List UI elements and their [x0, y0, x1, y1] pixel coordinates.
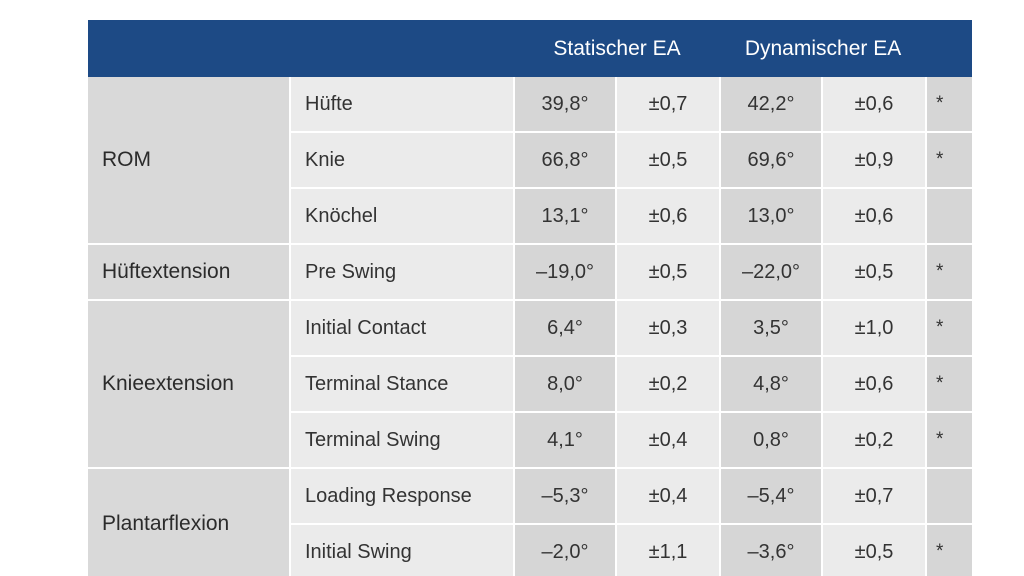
row-significance: *: [926, 524, 972, 576]
row-dynamic-sd: ±0,6: [822, 356, 926, 412]
row-group-label: ROM: [88, 77, 290, 244]
table-row: [88, 77, 972, 132]
row-static-sd: ±0,6: [616, 188, 720, 244]
row-dynamic-value: –22,0°: [720, 244, 822, 300]
row-static-sd: ±0,5: [616, 244, 720, 300]
row-phase-label: Terminal Stance: [290, 356, 514, 412]
results-table: [88, 20, 972, 576]
row-static-value: 66,8°: [514, 132, 616, 188]
row-static-value: –5,3°: [514, 468, 616, 524]
row-static-value: 6,4°: [514, 300, 616, 356]
row-significance: [926, 188, 972, 244]
row-static-value: 4,1°: [514, 412, 616, 468]
header-significance: [926, 20, 972, 77]
row-static-sd: ±1,1: [616, 524, 720, 576]
row-significance: *: [926, 300, 972, 356]
table-body: [88, 77, 972, 576]
row-static-value: 8,0°: [514, 356, 616, 412]
row-dynamic-value: –5,4°: [720, 468, 822, 524]
row-phase-label: Initial Swing: [290, 524, 514, 576]
row-dynamic-value: 4,8°: [720, 356, 822, 412]
table-header: [88, 20, 972, 77]
row-significance: *: [926, 356, 972, 412]
row-significance: *: [926, 412, 972, 468]
row-static-value: –19,0°: [514, 244, 616, 300]
row-phase-label: Knöchel: [290, 188, 514, 244]
row-dynamic-sd: ±0,6: [822, 188, 926, 244]
row-phase-label: Pre Swing: [290, 244, 514, 300]
row-static-sd: ±0,4: [616, 468, 720, 524]
row-static-value: 13,1°: [514, 188, 616, 244]
row-phase-label: Terminal Swing: [290, 412, 514, 468]
row-dynamic-sd: ±0,7: [822, 468, 926, 524]
row-static-sd: ±0,2: [616, 356, 720, 412]
header-static-ea: Statischer EA: [514, 20, 720, 77]
row-static-value: –2,0°: [514, 524, 616, 576]
row-phase-label: Knie: [290, 132, 514, 188]
header-dynamic-ea: Dynamischer EA: [720, 20, 926, 77]
header-phase: [290, 20, 514, 77]
row-group-label: Knieextension: [88, 300, 290, 468]
row-significance: *: [926, 132, 972, 188]
table-header-row: [88, 20, 972, 77]
row-dynamic-sd: ±0,5: [822, 524, 926, 576]
row-phase-label: Hüfte: [290, 77, 514, 132]
row-dynamic-value: –3,6°: [720, 524, 822, 576]
row-dynamic-value: 3,5°: [720, 300, 822, 356]
row-dynamic-sd: ±1,0: [822, 300, 926, 356]
table-row: [88, 300, 972, 356]
row-static-sd: ±0,7: [616, 77, 720, 132]
table-row: [88, 468, 972, 524]
row-static-sd: ±0,4: [616, 412, 720, 468]
row-static-sd: ±0,3: [616, 300, 720, 356]
row-phase-label: Initial Contact: [290, 300, 514, 356]
row-dynamic-sd: ±0,6: [822, 77, 926, 132]
row-dynamic-sd: ±0,9: [822, 132, 926, 188]
table-row: [88, 244, 972, 300]
row-static-sd: ±0,5: [616, 132, 720, 188]
row-dynamic-value: 42,2°: [720, 77, 822, 132]
row-static-value: 39,8°: [514, 77, 616, 132]
row-dynamic-value: 13,0°: [720, 188, 822, 244]
row-group-label: Hüftextension: [88, 244, 290, 300]
row-group-label: Plantarflexion: [88, 468, 290, 576]
row-phase-label: Loading Response: [290, 468, 514, 524]
row-dynamic-sd: ±0,2: [822, 412, 926, 468]
row-significance: *: [926, 77, 972, 132]
row-significance: *: [926, 244, 972, 300]
row-dynamic-value: 69,6°: [720, 132, 822, 188]
row-dynamic-sd: ±0,5: [822, 244, 926, 300]
row-significance: [926, 468, 972, 524]
header-group: [88, 20, 290, 77]
row-dynamic-value: 0,8°: [720, 412, 822, 468]
